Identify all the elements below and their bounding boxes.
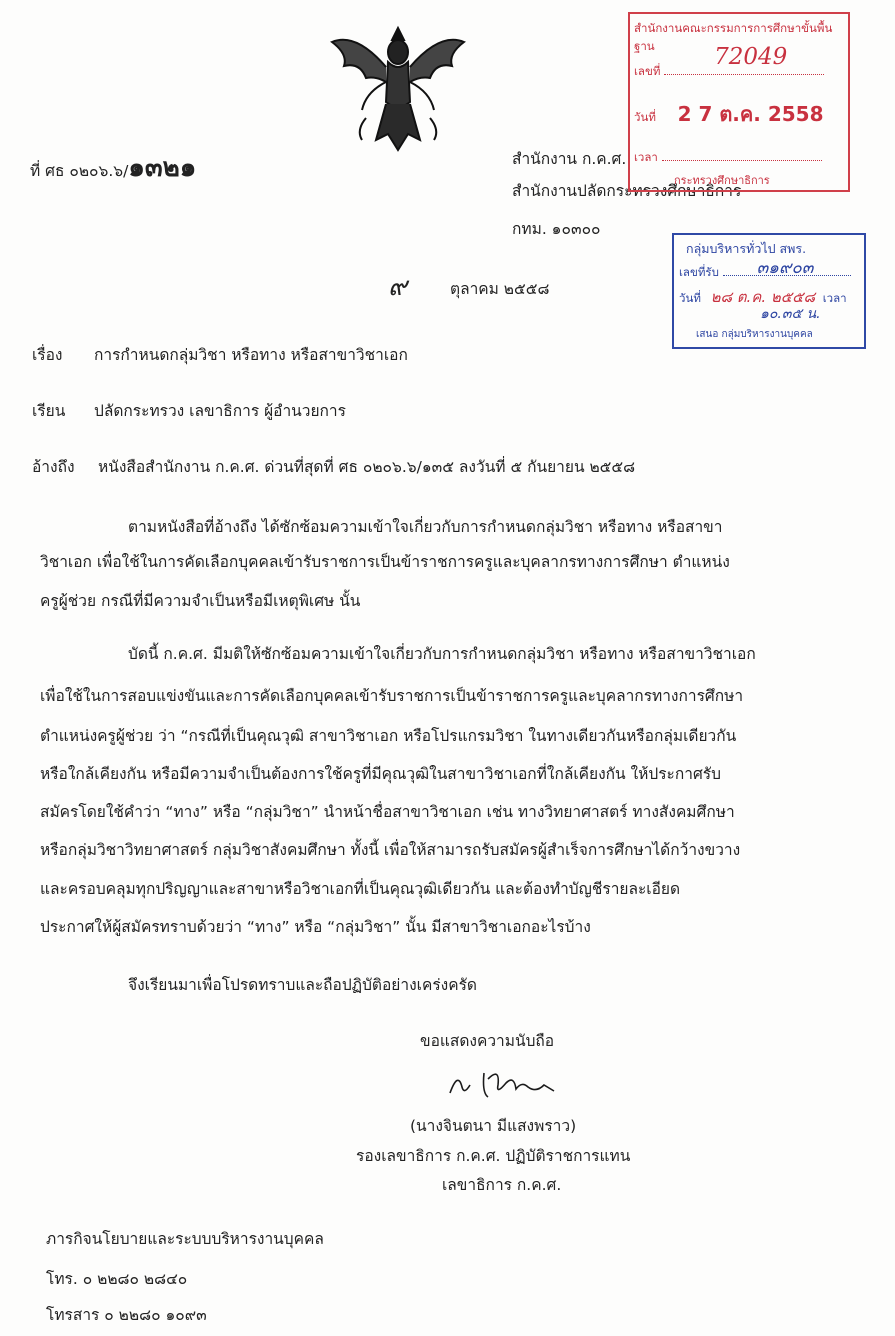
para1-line: ตามหนังสือที่อ้างถึง ได้ซักซ้อมความเข้าใจเกี่ยวกับการกำหนดกลุ่มวิชา หรือทาง หรือสาขา (128, 518, 723, 536)
para2-line: หรือกลุ่มวิชาวิทยาศาสตร์ กลุ่มวิชาสังคมศึกษา ทั้งนี้ เพื่อให้สามารถรับสมัครผู้สำเร็จการศึกษาได้กว้างขวาง (40, 841, 741, 859)
para1-line: วิชาเอก เพื่อใช้ในการคัดเลือกบุคคลเข้ารับราชการเป็นข้าราชการครูและบุคลากรทางการศึกษา ตำแหน่ง (40, 553, 730, 571)
signer-name: (นางจินตนา มีแสงพราว) (410, 1117, 577, 1135)
closing-text: ขอแสดงความนับถือ (420, 1032, 555, 1050)
letter-date-day: ๙ (388, 272, 408, 302)
received-stamp-red (628, 12, 850, 192)
footer-telephone: โทร. ๐ ๒๒๘๐ ๒๘๔๐ (46, 1270, 188, 1288)
stamp-red-date-label: วันที่ (634, 110, 656, 124)
subject-label: เรื่อง (32, 346, 63, 364)
stamp-blue-destination: เสนอ กลุ่มบริหารงานบุคคล (696, 329, 813, 340)
para2-line: ประกาศให้ผู้สมัครทราบด้วยว่า “ทาง” หรือ “กลุ่มวิชา” นั้น มีสาขาวิชาเอกอะไรบ้าง (40, 918, 591, 936)
subject-text: การกำหนดกลุ่มวิชา หรือทาง หรือสาขาวิชาเอก (94, 346, 408, 364)
para2-line: หรือใกล้เคียงกัน หรือมีความจำเป็นต้องการใช้ครูที่มีคุณวุฒิในสาขาวิชาเอกที่ใกล้เคียงกัน ให้ประกาศรับ (40, 765, 721, 783)
letter-date-month-year: ตุลาคม ๒๕๕๘ (450, 280, 550, 298)
stamp-red-time-label: เวลา (634, 150, 658, 164)
org-line-1: สำนักงาน ก.ค.ศ. (512, 150, 627, 168)
footer-department: ภารกิจนโยบายและระบบบริหารงานบุคคล (46, 1230, 324, 1248)
stamp-red-org: สำนักงานคณะกรรมการการศึกษาขั้นพื้นฐาน (634, 21, 833, 53)
stamp-red-time-row (634, 148, 822, 167)
org-line-3: กทม. ๑๐๓๐๐ (512, 220, 601, 238)
ref-number: ๑๓๒๑ (128, 153, 197, 183)
stamp-red-no-value: 72049 (714, 44, 788, 70)
para3-line: จึงเรียนมาเพื่อโปรดทราบและถือปฏิบัติอย่างเคร่งครัด (128, 976, 477, 994)
stamp-blue-number-row (679, 258, 851, 282)
org-line-2: สำนักงานปลัดกระทรวงศึกษาธิการ (512, 182, 742, 200)
stamp-blue-time-value: ๑๐.๓๕ น. (760, 306, 821, 322)
para1-line: ครูผู้ช่วย กรณีที่มีความจำเป็นหรือมีเหตุพิเศษ นั้น (40, 592, 361, 610)
signer-title-2: เลขาธิการ ก.ค.ศ. (442, 1176, 562, 1194)
received-stamp-blue (672, 233, 866, 349)
stamp-blue-no-value: ๓๑๙๐๓ (756, 258, 814, 278)
stamp-blue-no-label: เลขที่รับ (679, 265, 719, 279)
stamp-red-no-label: เลขที่ (634, 64, 661, 78)
stamp-red-number-row (634, 44, 824, 81)
ref-prefix: ที่ ศธ ๐๒๐๖.๖/ (30, 162, 129, 180)
stamp-red-date-row (634, 98, 824, 130)
signature-icon (444, 1063, 564, 1103)
stamp-red-date-value: 2 7 ต.ค. 2558 (677, 102, 824, 126)
to-text: ปลัดกระทรวง เลขาธิการ ผู้อำนวยการ (94, 402, 346, 420)
stamp-blue-date-value: ๒๘ ต.ค. ๒๕๕๘ (710, 288, 816, 306)
to-label: เรียน (32, 402, 66, 420)
reference-text: หนังสือสำนักงาน ก.ค.ศ. ด่วนที่สุดที่ ศธ ๐๒๐๖.๖/๑๓๕ ลงวันที่ ๕ กันยายน ๒๕๕๘ (98, 458, 636, 476)
para2-line: และครอบคลุมทุกปริญญาและสาขาหรือวิชาเอกที่เป็นคุณวุฒิเดียวกัน และต้องทำบัญชีรายละเอียด (40, 880, 681, 898)
stamp-blue-date-label: วันที่ (679, 291, 701, 305)
letter-reference-number (30, 147, 196, 188)
reference-label: อ้างถึง (32, 458, 75, 476)
para2-line: ตำแหน่งครูผู้ช่วย ว่า “กรณีที่เป็นคุณวุฒิ สาขาวิชาเอก หรือโปรแกรมวิชา ในทางเดียวกันหรือกลุ่มเดียวกัน (40, 727, 737, 745)
garuda-emblem-icon (326, 22, 470, 156)
footer-fax: โทรสาร ๐ ๒๒๘๐ ๑๐๙๓ (46, 1306, 207, 1324)
para2-line: เพื่อใช้ในการสอบแข่งขันและการคัดเลือกบุคคลเข้ารับราชการเป็นข้าราชการครูและบุคลากรทางการศึกษา (40, 687, 744, 705)
stamp-blue-time-label: เวลา (822, 291, 847, 305)
signer-title-1: รองเลขาธิการ ก.ค.ศ. ปฏิบัติราชการแทน (356, 1147, 631, 1165)
stamp-red-ministry: กระทรวงศึกษาธิการ (674, 174, 770, 187)
para2-line: สมัครโดยใช้คำว่า “ทาง” หรือ “กลุ่มวิชา” นำหน้าชื่อสาขาวิชาเอก เช่น ทางวิทยาศาสตร์ ทางสังคมศึกษา (40, 803, 735, 821)
stamp-blue-org: กลุ่มบริหารทั่วไป สพร. (686, 241, 807, 256)
para2-line: บัดนี้ ก.ค.ศ. มีมติให้ซักซ้อมความเข้าใจเกี่ยวกับการกำหนดกลุ่มวิชา หรือทาง หรือสาขาวิชาเอก (128, 645, 756, 663)
